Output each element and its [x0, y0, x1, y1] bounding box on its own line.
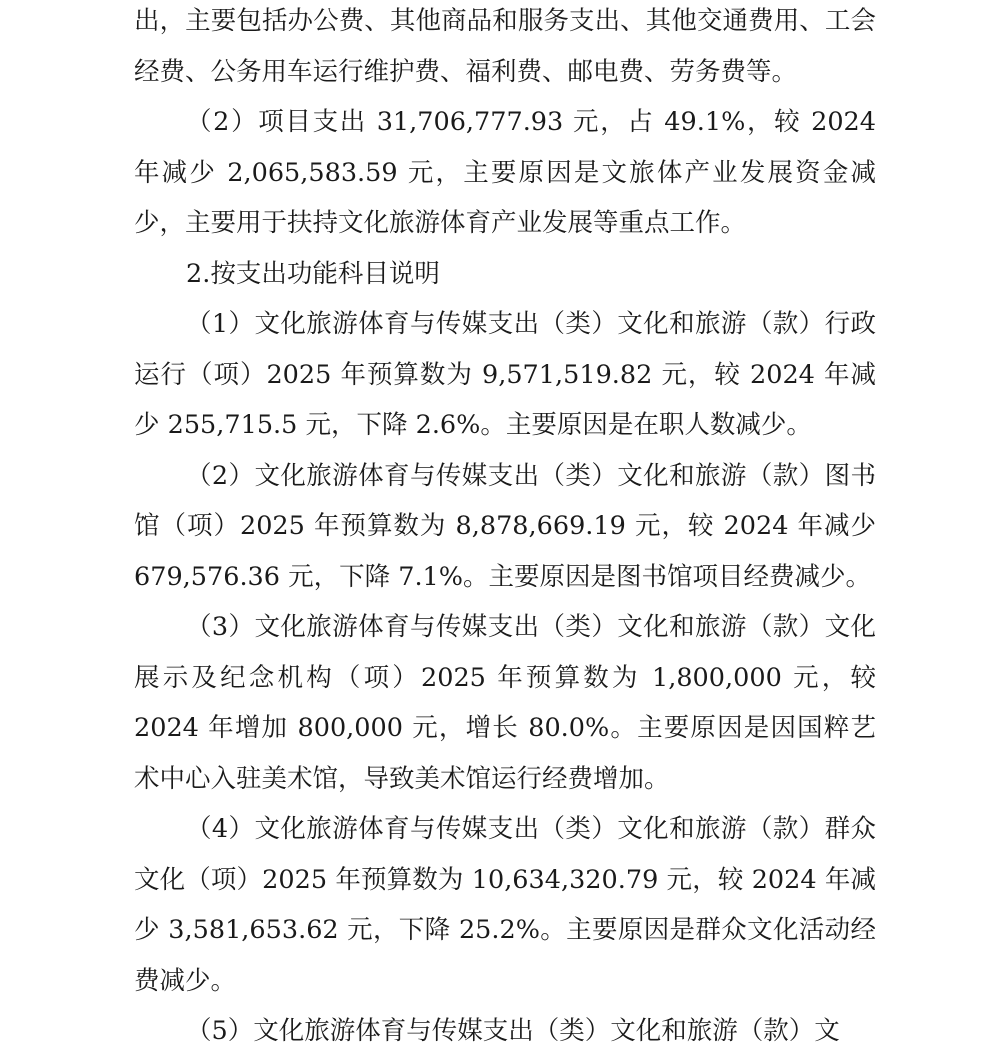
paragraph-project-expenditure: （2）项目支出 31,706,777.93 元，占 49.1%，较 2024 年减少 2,065,583.59 元，主要原因是文旅体产业发展资金减少，主要用于扶持文化旅游体育产业发展等重点工作。: [134, 107, 876, 238]
paragraph-library: （2）文化旅游体育与传媒支出（类）文化和旅游（款）图书馆（项）2025 年预算数为 8,878,669.19 元，较 2024 年减少 679,576.36 元，下降 7.1%。主要原因是图书馆项目经费减少。: [134, 460, 876, 592]
paragraph-mass-culture: （4）文化旅游体育与传媒支出（类）文化和旅游（款）群众文化（项）2025 年预算数为 10,634,320.79 元，较 2024 年减少 3,581,653.62 元，下降 25.2%。主要原因是群众文化活动经费减少。: [134, 814, 876, 996]
document-page: [134, 0, 876, 1057]
paragraph-admin-operation: （1）文化旅游体育与传媒支出（类）文化和旅游（款）行政运行（项）2025 年预算数为 9,571,519.82 元，较 2024 年减少 255,715.5 元，下降 2.6%。主要原因是在职人数减少。: [134, 309, 876, 440]
paragraph-item-5: （5）文化旅游体育与传媒支出（类）文化和旅游（款）文: [186, 1016, 840, 1046]
paragraph-cultural-exhibition: （3）文化旅游体育与传媒支出（类）文化和旅游（款）文化展示及纪念机构（项）2025 年预算数为 1,800,000 元，较 2024 年增加 800,000 元，增长 80.0%。主要原因是因国粹艺术中心入驻美术馆，导致美术馆运行经费增加。: [134, 612, 876, 794]
paragraph-continuation: 出，主要包括办公费、其他商品和服务支出、其他交通费用、工会经费、公务用车运行维护费、福利费、邮电费、劳务费等。: [134, 6, 876, 87]
section-heading-functional-subjects: 2.按支出功能科目说明: [186, 258, 440, 289]
